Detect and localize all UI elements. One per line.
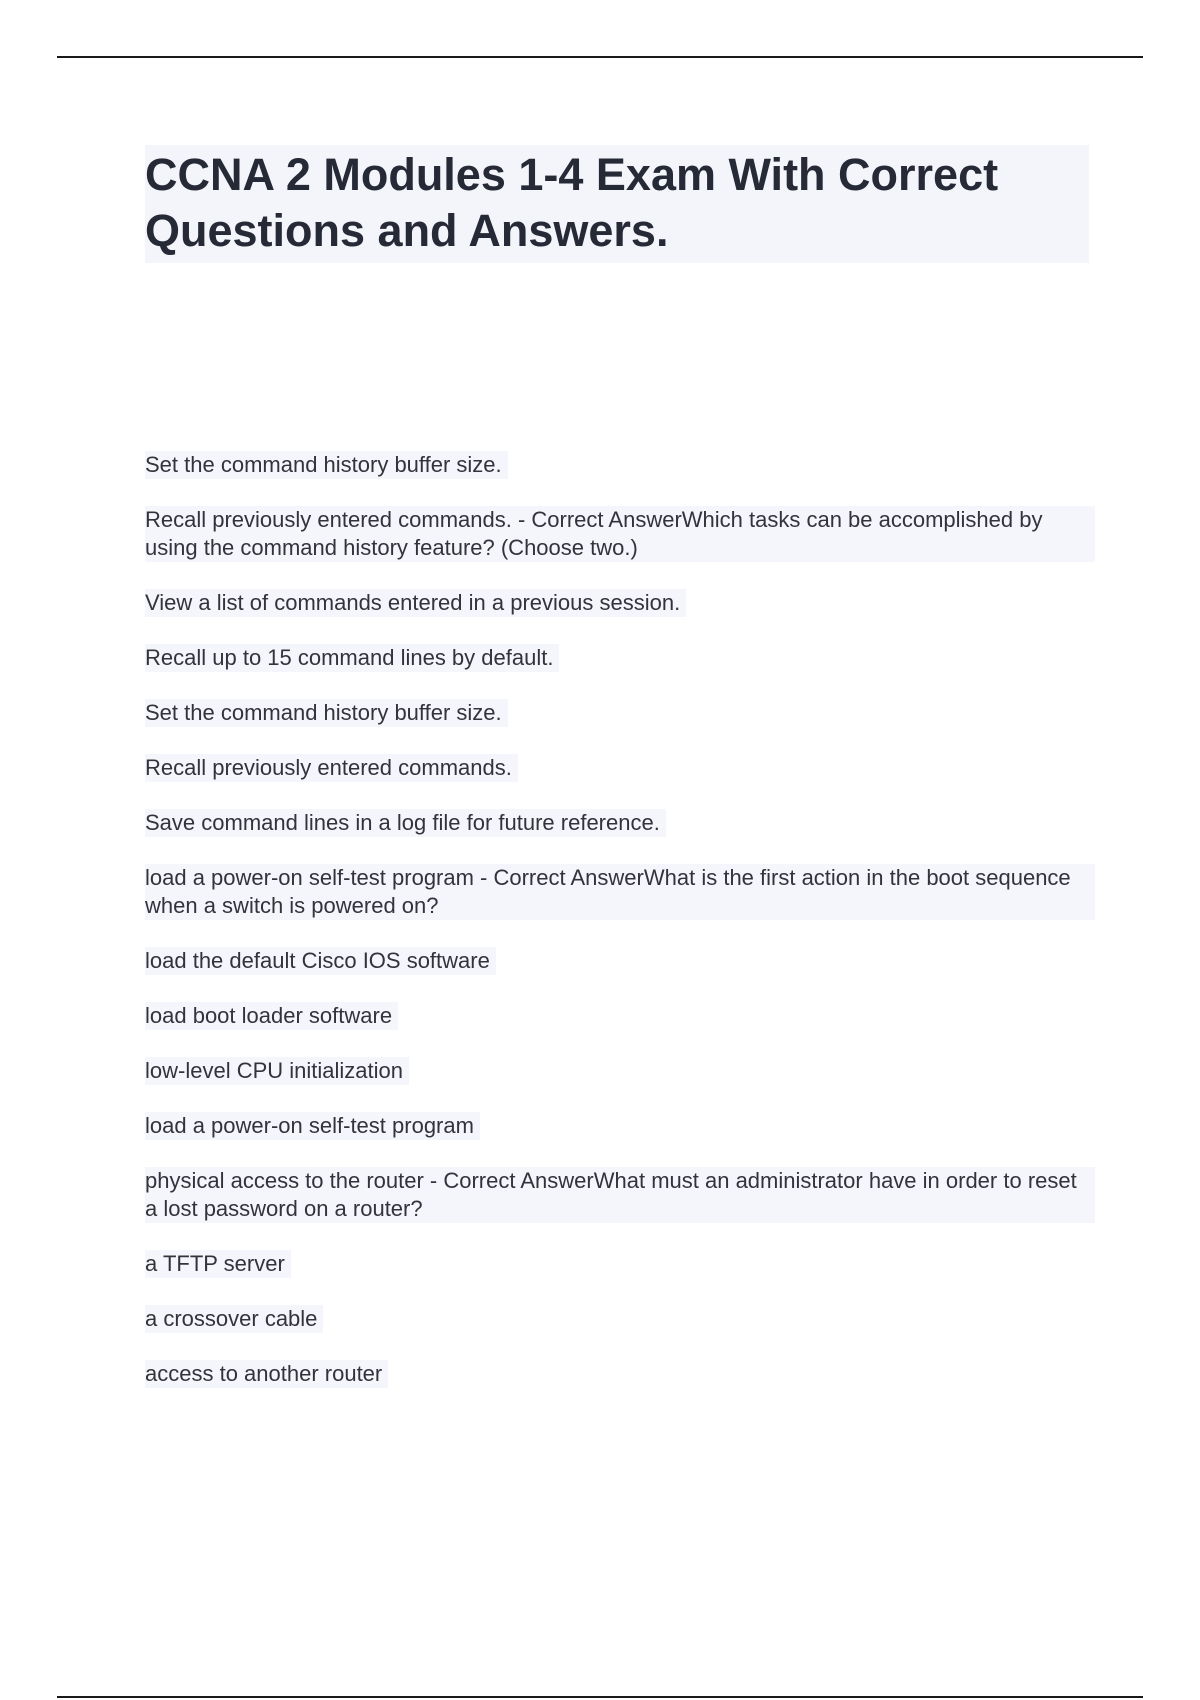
paragraph: Save command lines in a log file for future reference. <box>145 809 666 837</box>
paragraph: load boot loader software <box>145 1002 398 1030</box>
paragraph: Recall up to 15 command lines by default. <box>145 644 559 672</box>
paragraph: access to another router <box>145 1360 388 1388</box>
paragraph: View a list of commands entered in a previous session. <box>145 589 686 617</box>
document-body <box>145 451 1095 1415</box>
paragraph: Set the command history buffer size. <box>145 451 508 479</box>
paragraph: a TFTP server <box>145 1250 291 1278</box>
top-divider <box>57 56 1143 58</box>
paragraph: low-level CPU initialization <box>145 1057 409 1085</box>
paragraph: load a power-on self-test program - Correct AnswerWhat is the first action in the boot sequence when a switch is powered on? <box>145 864 1095 920</box>
paragraph: a crossover cable <box>145 1305 323 1333</box>
paragraph: load the default Cisco IOS software <box>145 947 496 975</box>
paragraph: Recall previously entered commands. <box>145 754 518 782</box>
paragraph: Set the command history buffer size. <box>145 699 508 727</box>
title-block <box>145 145 1089 263</box>
document-title: CCNA 2 Modules 1-4 Exam With Correct Questions and Answers. <box>145 149 999 256</box>
paragraph: load a power-on self-test program <box>145 1112 480 1140</box>
paragraph: physical access to the router - Correct AnswerWhat must an administrator have in order to reset a lost password on a router? <box>145 1167 1095 1223</box>
paragraph: Recall previously entered commands. - Correct AnswerWhich tasks can be accomplished by using the command history feature? (Choose two.) <box>145 506 1095 562</box>
bottom-divider <box>57 1696 1143 1698</box>
